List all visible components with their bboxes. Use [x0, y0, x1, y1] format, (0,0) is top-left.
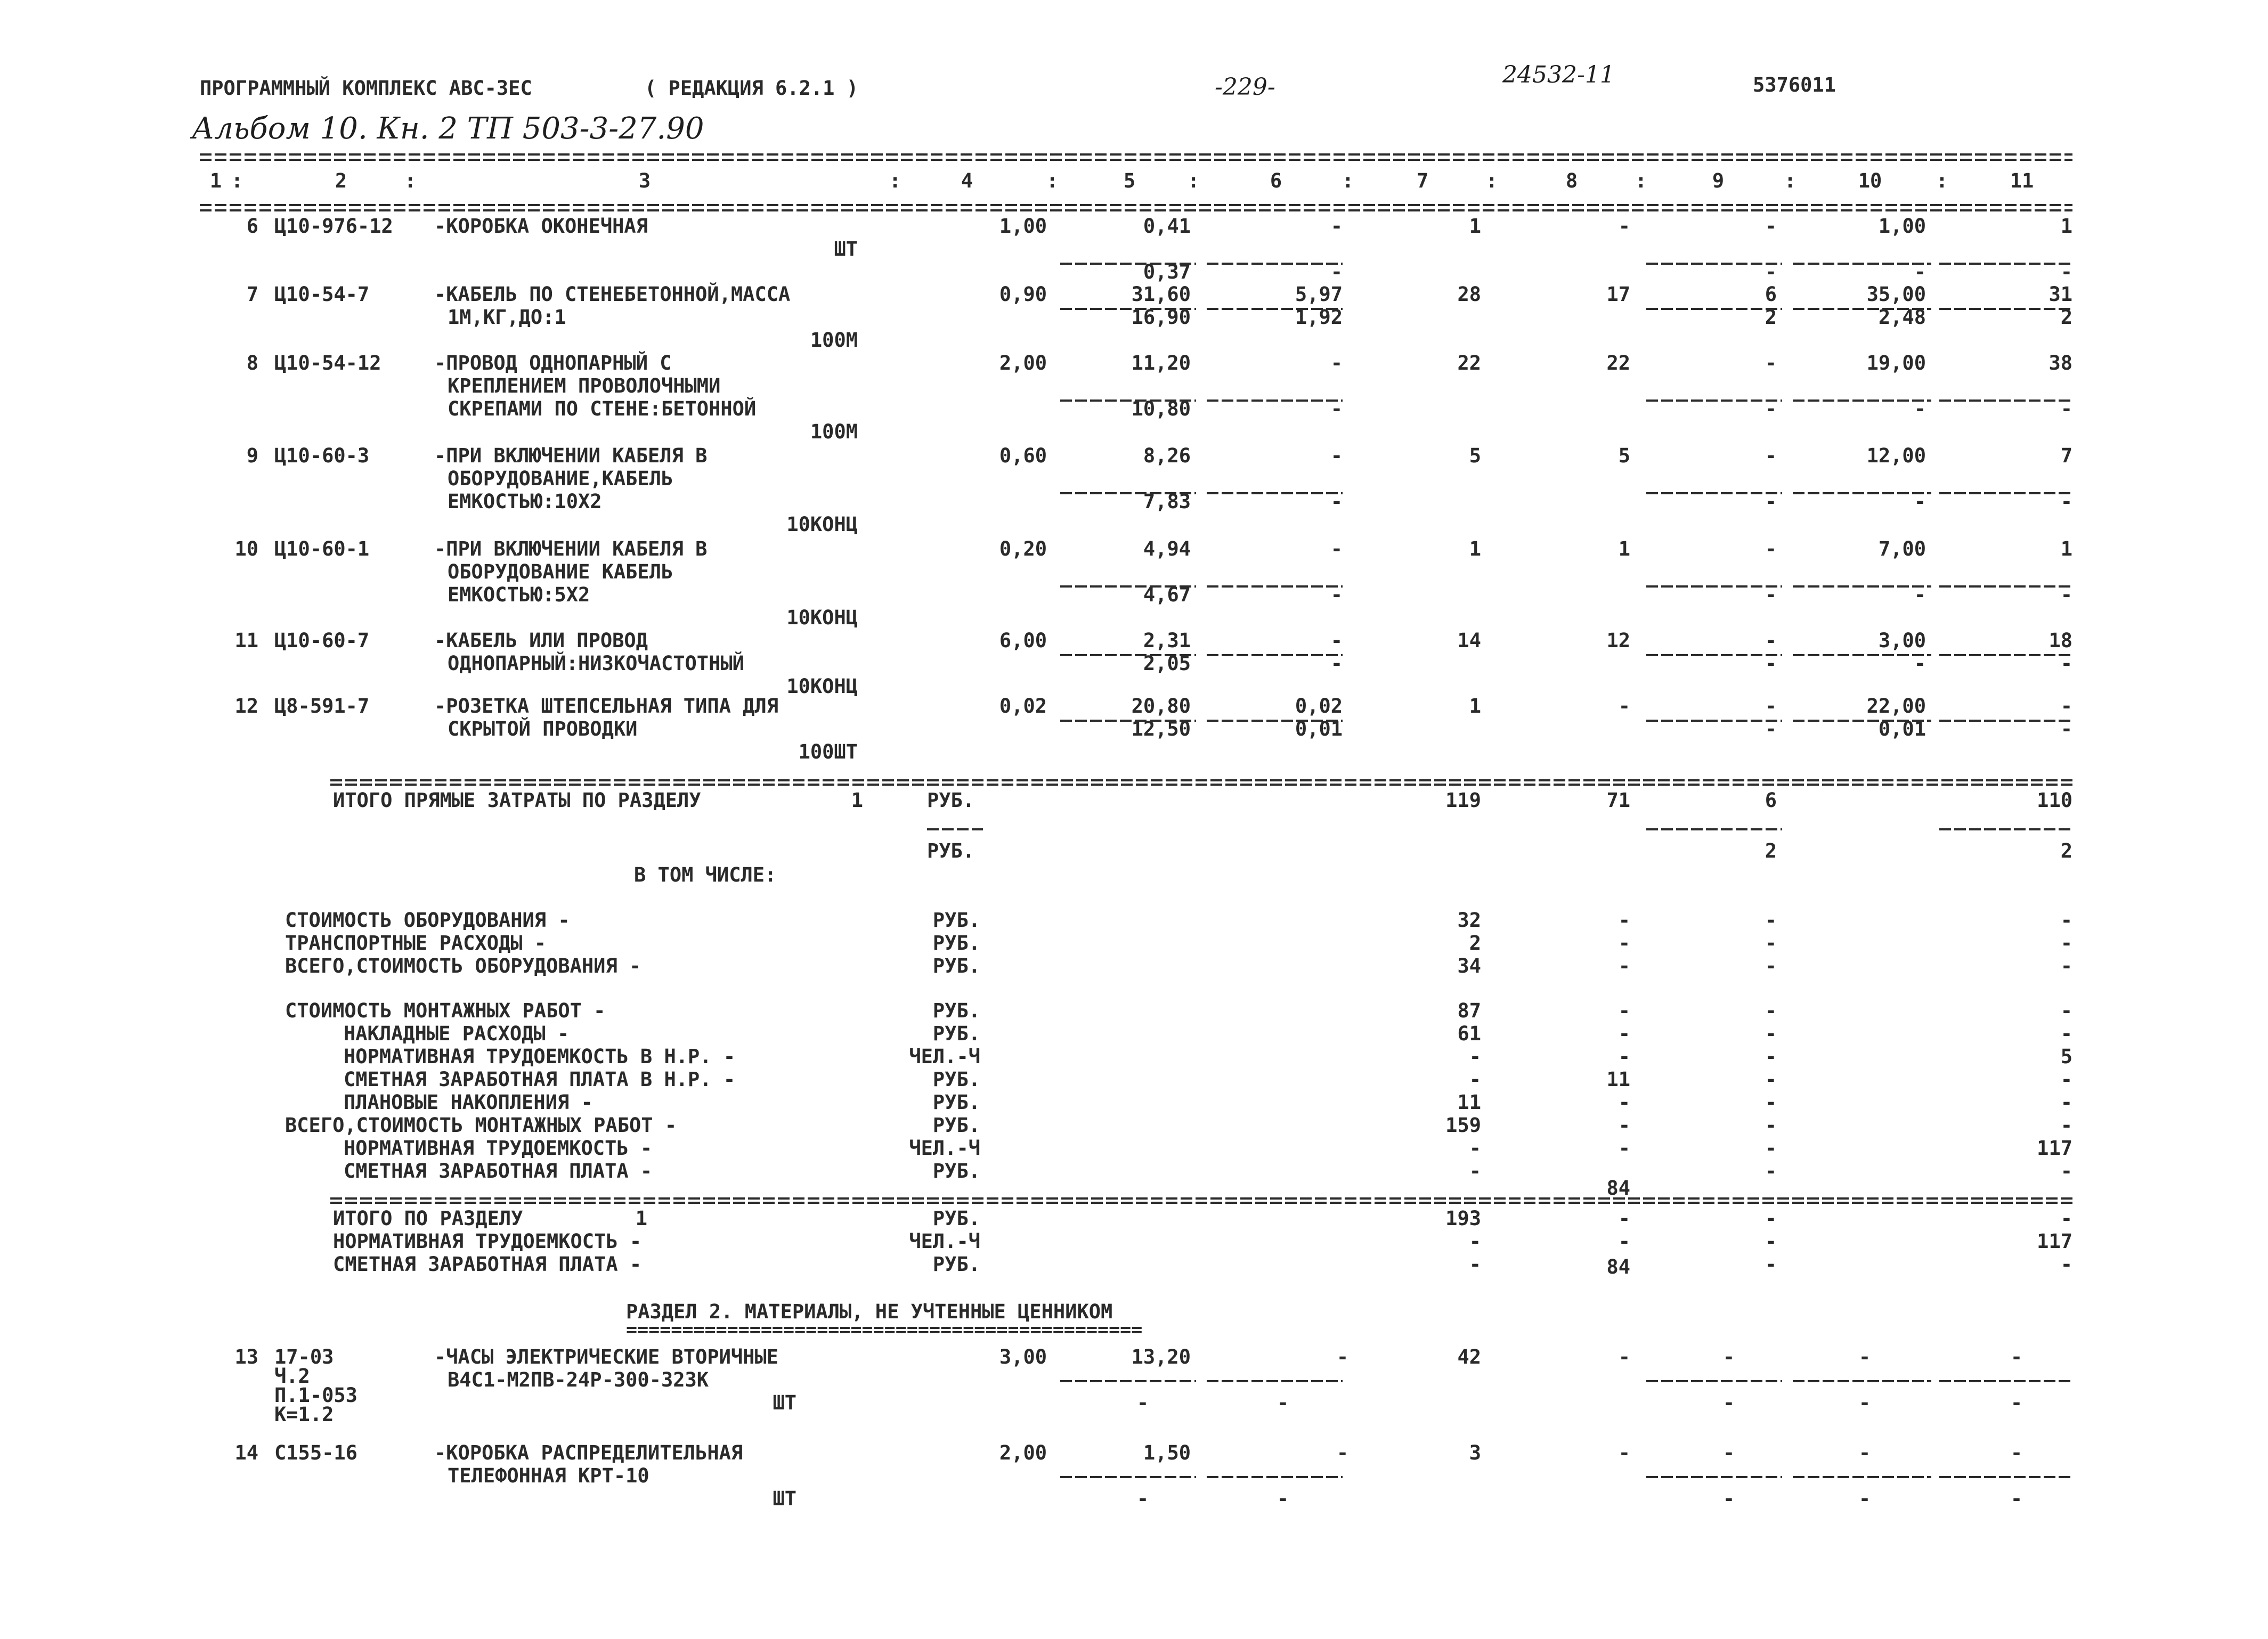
item-description: -ПРИ ВКЛЮЧЕНИИ КАБЕЛЯ В: [434, 444, 708, 467]
cell-col11-bottom: -: [2060, 490, 2072, 513]
material-col11-top: -: [2010, 1441, 2023, 1464]
itogo-section-col8: -: [1618, 1207, 1630, 1230]
page-number: -229-: [1215, 74, 1275, 101]
cell-col5-bottom: 0,37: [1143, 260, 1191, 283]
summary-col11: -: [2060, 955, 2072, 977]
cell-col9-bottom: -: [1765, 490, 1777, 513]
item-description: СКРЫТОЙ ПРОВОДКИ: [448, 717, 638, 740]
summary-label: ВСЕГО,СТОИМОСТЬ МОНТАЖНЫХ РАБОТ -: [285, 1114, 677, 1137]
material-col9-bottom: -: [1722, 1391, 1735, 1414]
itogo-section-label: НОРМАТИВНАЯ ТРУДОЕМКОСТЬ -: [333, 1230, 642, 1253]
cell-col5-bottom: 12,50: [1131, 717, 1191, 740]
summary-col11: -: [2060, 1091, 2072, 1114]
cell-col5-bottom: 2,05: [1143, 652, 1191, 675]
summary-label: СМЕТНАЯ ЗАРАБОТНАЯ ПЛАТА В Н.Р. -: [344, 1068, 736, 1091]
cell-col5-top: 0,41: [1143, 215, 1191, 238]
column-header-11: 11: [2010, 169, 2034, 192]
summary-col11: -: [2060, 1022, 2072, 1045]
item-unit: 100М: [810, 329, 858, 352]
itogo-section-col7: -: [1469, 1230, 1481, 1253]
material-col10-top: -: [1858, 1441, 1871, 1464]
summary-col11: -: [2060, 1160, 2072, 1183]
column-header-4: 4: [961, 169, 973, 192]
material-code: П.1-053: [274, 1384, 357, 1407]
itogo-direct-label: ИТОГО ПРЯМЫЕ ЗАТРАТЫ ПО РАЗДЕЛУ: [333, 789, 701, 812]
material-col11-top: -: [2010, 1346, 2023, 1368]
cell-col5-top: 8,26: [1143, 444, 1191, 467]
cell-col6-bottom: -: [1330, 260, 1343, 283]
summary-col9: -: [1765, 1045, 1777, 1068]
item-unit: 10КОНЦ: [786, 675, 858, 698]
summary-col9: -: [1765, 1160, 1777, 1183]
material-col10-bottom: -: [1858, 1487, 1871, 1510]
summary-col8: -: [1618, 1091, 1630, 1114]
cell-col9-bottom: -: [1765, 260, 1777, 283]
cell-col9-top: -: [1765, 444, 1777, 467]
cell-col5-bottom: 4,67: [1143, 583, 1191, 606]
cell-col10-bottom: 2,48: [1878, 306, 1926, 329]
cell-col6-bottom: -: [1330, 490, 1343, 513]
summary-col9: -: [1765, 1022, 1777, 1045]
cell-col9-bottom: -: [1765, 397, 1777, 420]
cell-col9-top: -: [1765, 215, 1777, 238]
document-code: 5376011: [1753, 74, 1836, 96]
itogo-section-col7: -: [1469, 1253, 1481, 1276]
cell-col4: 0,02: [999, 695, 1047, 717]
cell-col11-bottom: -: [2060, 583, 2072, 606]
cell-col11-top: 38: [2048, 352, 2072, 374]
cell-col7: 22: [1457, 352, 1481, 374]
cell-col8: -: [1618, 215, 1630, 238]
itogo-section-number: 1: [635, 1207, 647, 1230]
summary-col11: -: [2060, 999, 2072, 1022]
item-description: ЕМКОСТЬЮ:5Х2: [448, 583, 590, 606]
column-separator: :: [1342, 169, 1354, 192]
material-col9-top: -: [1722, 1441, 1735, 1464]
summary-col8: -: [1618, 932, 1630, 955]
material-col6-bottom: -: [1277, 1487, 1289, 1510]
item-number: 6: [246, 215, 258, 238]
summary-unit: РУБ.: [932, 955, 980, 977]
summary-col8: -: [1618, 1022, 1630, 1045]
material-description: -КОРОБКА РАСПРЕДЕЛИТЕЛЬНАЯ: [434, 1441, 743, 1464]
document-number: 24532-11: [1502, 61, 1615, 88]
cell-col10-top: 35,00: [1866, 283, 1926, 306]
summary-label: НОРМАТИВНАЯ ТРУДОЕМКОСТЬ -: [344, 1137, 653, 1160]
column-separator: :: [1784, 169, 1796, 192]
summary-label: НАКЛАДНЫЕ РАСХОДЫ -: [344, 1022, 570, 1045]
itogo-section-unit: РУБ.: [932, 1253, 980, 1276]
column-separator: :: [1485, 169, 1498, 192]
cell-col6-top: -: [1330, 215, 1343, 238]
cell-col8: 22: [1606, 352, 1630, 374]
cell-col9-top: 6: [1765, 283, 1777, 306]
cell-col11-bottom: 2: [2060, 306, 2072, 329]
itogo-section-col9: -: [1765, 1230, 1777, 1253]
item-code: Ц10-60-3: [274, 444, 370, 467]
itogo-direct-section: 1: [851, 789, 863, 812]
column-separator: :: [889, 169, 901, 192]
material-code: 17-03: [274, 1346, 334, 1368]
item-description: ОБОРУДОВАНИЕ,КАБЕЛЬ: [448, 467, 673, 490]
item-code: Ц8-591-7: [274, 695, 370, 717]
summary-col9: -: [1765, 1137, 1777, 1160]
item-unit: 100ШТ: [798, 740, 858, 763]
cell-col4: 0,60: [999, 444, 1047, 467]
cell-col9-top: -: [1765, 352, 1777, 374]
item-unit: ШТ: [834, 238, 858, 260]
cell-col9-top: -: [1765, 695, 1777, 717]
cell-col4: 6,00: [999, 629, 1047, 652]
cell-col6-top: -: [1330, 352, 1343, 374]
cell-col11-top: 18: [2048, 629, 2072, 652]
item-number: 8: [246, 352, 258, 374]
item-number: 10: [234, 537, 258, 560]
section2-underline: ==============================================: [626, 1319, 1143, 1341]
cell-col7: 1: [1469, 695, 1481, 717]
itogo-section-col9: -: [1765, 1207, 1777, 1230]
item-unit: 10КОНЦ: [786, 513, 858, 536]
material-unit: ШТ: [773, 1487, 796, 1510]
cell-col11-top: 1: [2060, 537, 2072, 560]
cell-col7: 28: [1457, 283, 1481, 306]
material-col10-top: -: [1858, 1346, 1871, 1368]
cell-col5-bottom: 10,80: [1131, 397, 1191, 420]
item-description: КРЕПЛЕНИЕМ ПРОВОЛОЧНЫМИ: [448, 374, 721, 397]
item-code: Ц10-60-7: [274, 629, 370, 652]
summary-col8: -: [1618, 999, 1630, 1022]
itogo-section-label: ИТОГО ПО РАЗДЕЛУ: [333, 1207, 523, 1230]
material-unit: ШТ: [773, 1391, 796, 1414]
album-reference: Альбом 10. Кн. 2 ТП 503-3-27.90: [192, 111, 704, 146]
item-number: 12: [234, 695, 258, 717]
column-header-5: 5: [1123, 169, 1136, 192]
material-code: К=1.2: [274, 1403, 334, 1426]
material-number: 14: [234, 1441, 258, 1464]
itogo-section-label: СМЕТНАЯ ЗАРАБОТНАЯ ПЛАТА -: [333, 1253, 642, 1276]
cell-col10-top: 19,00: [1866, 352, 1926, 374]
cell-col11-bottom: -: [2060, 717, 2072, 740]
item-description: ОБОРУДОВАНИЕ КАБЕЛЬ: [448, 560, 673, 583]
item-description: ОДНОПАРНЫЙ:НИЗКОЧАСТОТНЫЙ: [448, 652, 744, 675]
cell-col7: 5: [1469, 444, 1481, 467]
item-number: 7: [246, 283, 258, 306]
cell-col11-top: 7: [2060, 444, 2072, 467]
cell-col8: 17: [1606, 283, 1630, 306]
cell-col9-bottom: -: [1765, 652, 1777, 675]
summary-col8: -: [1618, 1137, 1630, 1160]
cell-col10-top: 3,00: [1878, 629, 1926, 652]
summary-label: СТОИМОСТЬ ОБОРУДОВАНИЯ -: [285, 909, 570, 932]
summary-col7: 2: [1469, 932, 1481, 955]
summary-label: СМЕТНАЯ ЗАРАБОТНАЯ ПЛАТА -: [344, 1160, 653, 1183]
column-header-7: 7: [1416, 169, 1429, 192]
itogo-direct-col11-2: 2: [2060, 839, 2072, 862]
summary-col7: 11: [1457, 1091, 1481, 1114]
summary-col7: -: [1469, 1160, 1481, 1183]
summary-col7: 61: [1457, 1022, 1481, 1045]
cell-col4: 2,00: [999, 352, 1047, 374]
column-separator: :: [231, 169, 243, 192]
cell-col5-top: 11,20: [1131, 352, 1191, 374]
cell-col6-bottom: -: [1330, 652, 1343, 675]
summary-col11: -: [2060, 1114, 2072, 1137]
cell-col11-top: 31: [2048, 283, 2072, 306]
summary-label: ПЛАНОВЫЕ НАКОПЛЕНИЯ -: [344, 1091, 593, 1114]
cell-col6-top: -: [1330, 629, 1343, 652]
column-separator: :: [1635, 169, 1647, 192]
cell-col5-top: 20,80: [1131, 695, 1191, 717]
summary-col8: -: [1618, 1045, 1630, 1068]
itogo-direct-unit-2: РУБ.: [927, 839, 975, 862]
column-header-6: 6: [1270, 169, 1282, 192]
cell-col10-top: 7,00: [1878, 537, 1926, 560]
cell-col10-top: 12,00: [1866, 444, 1926, 467]
cell-col4: 0,90: [999, 283, 1047, 306]
itogo-section-col11: -: [2060, 1207, 2072, 1230]
cell-col10-bottom: -: [1914, 583, 1926, 606]
summary-col8: -: [1618, 1114, 1630, 1137]
cell-col9-bottom: 2: [1765, 306, 1777, 329]
cell-col10-bottom: -: [1914, 652, 1926, 675]
summary-label: СТОИМОСТЬ МОНТАЖНЫХ РАБОТ -: [285, 999, 606, 1022]
cell-col7: 1: [1469, 537, 1481, 560]
material-col9-bottom: -: [1722, 1487, 1735, 1510]
cell-col6-bottom: -: [1330, 583, 1343, 606]
cell-col11-top: 1: [2060, 215, 2072, 238]
material-col6-top: -: [1336, 1441, 1349, 1464]
cell-col8: 5: [1618, 444, 1630, 467]
cell-col11-top: -: [2060, 695, 2072, 717]
summary-col11: 5: [2060, 1045, 2072, 1068]
material-col5-bottom: -: [1136, 1487, 1149, 1510]
itogo-direct-col7: 119: [1445, 789, 1481, 812]
itogo-section-unit: ЧЕЛ.-Ч: [909, 1230, 980, 1253]
cell-col7: 14: [1457, 629, 1481, 652]
item-description: ЕМКОСТЬЮ:10Х2: [448, 490, 602, 513]
itogo-section-col9: -: [1765, 1253, 1777, 1276]
material-description: ТЕЛЕФОННАЯ КРТ-10: [448, 1464, 649, 1487]
summary-col7: 34: [1457, 955, 1481, 977]
summary-unit: РУБ.: [932, 999, 980, 1022]
cell-col5-bottom: 7,83: [1143, 490, 1191, 513]
material-code: С155-16: [274, 1441, 357, 1464]
summary-col8: -: [1618, 955, 1630, 977]
cell-col9-top: -: [1765, 629, 1777, 652]
summary-col8: -: [1618, 909, 1630, 932]
item-description: 1М,КГ,ДО:1: [448, 306, 566, 329]
item-description: -РОЗЕТКА ШТЕПСЕЛЬНАЯ ТИПА ДЛЯ: [434, 695, 779, 717]
cell-col6-bottom: 0,01: [1295, 717, 1343, 740]
column-header-3: 3: [638, 169, 651, 192]
itogo-section-col11: 117: [2037, 1230, 2072, 1253]
cell-col4: 1,00: [999, 215, 1047, 238]
item-description: СКРЕПАМИ ПО СТЕНЕ:БЕТОННОЙ: [448, 397, 757, 420]
material-col4: 2,00: [999, 1441, 1047, 1464]
summary-unit: РУБ.: [932, 1091, 980, 1114]
summary-col9: -: [1765, 955, 1777, 977]
itogo-direct-col9: 6: [1765, 789, 1777, 812]
program-title: ПРОГРАММНЫЙ КОМПЛЕКС АВС-3ЕС: [200, 77, 532, 100]
itogo-direct-col9-2: 2: [1765, 839, 1777, 862]
summary-col9: -: [1765, 1114, 1777, 1137]
summary-label: НОРМАТИВНАЯ ТРУДОЕМКОСТЬ В Н.Р. -: [344, 1045, 736, 1068]
itogo-direct-col8: 71: [1606, 789, 1630, 812]
cell-col10-top: 22,00: [1866, 695, 1926, 717]
itogo-section-unit: РУБ.: [932, 1207, 980, 1230]
summary-unit: ЧЕЛ.-Ч: [909, 1137, 980, 1160]
cell-col6-bottom: 1,92: [1295, 306, 1343, 329]
summary-unit: ЧЕЛ.-Ч: [909, 1045, 980, 1068]
cell-col8: 12: [1606, 629, 1630, 652]
item-code: Ц10-54-7: [274, 283, 370, 306]
cell-col11-bottom: -: [2060, 652, 2072, 675]
material-code: Ч.2: [274, 1365, 310, 1388]
cell-col6-top: 5,97: [1295, 283, 1343, 306]
item-description: -КАБЕЛЬ ПО СТЕНЕБЕТОННОЙ,МАССА: [434, 283, 791, 306]
itogo-section-col8: 84: [1606, 1255, 1630, 1278]
item-number: 11: [234, 629, 258, 652]
summary-col7: -: [1469, 1068, 1481, 1091]
summary-col11: 117: [2037, 1137, 2072, 1160]
summary-col9: -: [1765, 1068, 1777, 1091]
material-col8: -: [1618, 1441, 1630, 1464]
material-col5-bottom: -: [1136, 1391, 1149, 1414]
itogo-section-col7: 193: [1445, 1207, 1481, 1230]
section2-title: РАЗДЕЛ 2. МАТЕРИАЛЫ, НЕ УЧТЕННЫЕ ЦЕННИКОМ: [626, 1300, 1113, 1323]
summary-label: ТРАНСПОРТНЫЕ РАСХОДЫ -: [285, 932, 547, 955]
cell-col5-top: 31,60: [1131, 283, 1191, 306]
cell-col9-bottom: -: [1765, 717, 1777, 740]
cell-col10-bottom: -: [1914, 260, 1926, 283]
column-header-8: 8: [1565, 169, 1578, 192]
in-that-label: В ТОМ ЧИСЛЕ:: [634, 863, 777, 886]
itogo-direct-col11: 110: [2037, 789, 2072, 812]
cell-col8: -: [1618, 695, 1630, 717]
cell-col7: 1: [1469, 215, 1481, 238]
cell-col9-bottom: -: [1765, 583, 1777, 606]
cell-col10-bottom: -: [1914, 490, 1926, 513]
item-description: -ПРОВОД ОДНОПАРНЫЙ С: [434, 352, 672, 374]
cell-col5-top: 2,31: [1143, 629, 1191, 652]
summary-col11: -: [2060, 909, 2072, 932]
summary-col9: -: [1765, 1091, 1777, 1114]
cell-col10-bottom: 0,01: [1878, 717, 1926, 740]
cell-col10-top: 1,00: [1878, 215, 1926, 238]
summary-col7: -: [1469, 1137, 1481, 1160]
material-col4: 3,00: [999, 1346, 1047, 1368]
material-col7: 42: [1457, 1346, 1481, 1368]
itogo-section-col8: -: [1618, 1230, 1630, 1253]
material-description: В4С1-М2ПВ-24Р-300-323К: [448, 1368, 709, 1391]
material-col5-top: 1,50: [1143, 1441, 1191, 1464]
item-code: Ц10-54-12: [274, 352, 381, 374]
summary-col11: -: [2060, 932, 2072, 955]
material-col10-bottom: -: [1858, 1391, 1871, 1414]
cell-col8: 1: [1618, 537, 1630, 560]
material-col6-bottom: -: [1277, 1391, 1289, 1414]
material-col6-top: -: [1336, 1346, 1349, 1368]
summary-unit: РУБ.: [932, 909, 980, 932]
column-header-2: 2: [335, 169, 347, 192]
material-description: -ЧАСЫ ЭЛЕКТРИЧЕСКИЕ ВТОРИЧНЫЕ: [434, 1346, 779, 1368]
item-unit: 100М: [810, 420, 858, 443]
summary-col7: 87: [1457, 999, 1481, 1022]
summary-col9: -: [1765, 909, 1777, 932]
summary-unit: РУБ.: [932, 1022, 980, 1045]
summary-col7: 159: [1445, 1114, 1481, 1137]
item-description: -ПРИ ВКЛЮЧЕНИИ КАБЕЛЯ В: [434, 537, 708, 560]
item-number: 9: [246, 444, 258, 467]
summary-col11: -: [2060, 1068, 2072, 1091]
cell-col11-bottom: -: [2060, 397, 2072, 420]
cell-col6-top: -: [1330, 537, 1343, 560]
summary-col8: 84: [1606, 1177, 1630, 1200]
column-header-10: 10: [1858, 169, 1882, 192]
cell-col11-bottom: -: [2060, 260, 2072, 283]
column-separator: :: [1046, 169, 1059, 192]
material-number: 13: [234, 1346, 258, 1368]
cell-col6-top: 0,02: [1295, 695, 1343, 717]
summary-unit: РУБ.: [932, 1114, 980, 1137]
summary-col7: -: [1469, 1045, 1481, 1068]
column-header-1: 1: [209, 169, 222, 192]
itogo-direct-unit: РУБ.: [927, 789, 975, 812]
column-separator: :: [404, 169, 417, 192]
summary-col8: 11: [1606, 1068, 1630, 1091]
material-col7: 3: [1469, 1441, 1481, 1464]
column-separator: :: [1187, 169, 1200, 192]
column-header-9: 9: [1712, 169, 1725, 192]
material-col8: -: [1618, 1346, 1630, 1368]
column-separator: :: [1936, 169, 1948, 192]
material-col5-top: 13,20: [1131, 1346, 1191, 1368]
cell-col6-bottom: -: [1330, 397, 1343, 420]
edition: ( РЕДАКЦИЯ 6.2.1 ): [645, 77, 858, 100]
item-code: Ц10-976-12: [274, 215, 393, 238]
summary-unit: РУБ.: [932, 1068, 980, 1091]
material-col9-top: -: [1722, 1346, 1735, 1368]
cell-col9-top: -: [1765, 537, 1777, 560]
summary-label: ВСЕГО,СТОИМОСТЬ ОБОРУДОВАНИЯ -: [285, 955, 641, 977]
cell-col5-bottom: 16,90: [1131, 306, 1191, 329]
summary-unit: РУБ.: [932, 932, 980, 955]
cell-col10-bottom: -: [1914, 397, 1926, 420]
item-unit: 10КОНЦ: [786, 606, 858, 629]
material-col11-bottom: -: [2010, 1391, 2023, 1414]
item-description: -КАБЕЛЬ ИЛИ ПРОВОД: [434, 629, 648, 652]
cell-col4: 0,20: [999, 537, 1047, 560]
item-description: -КОРОБКА ОКОНЕЧНАЯ: [434, 215, 648, 238]
item-code: Ц10-60-1: [274, 537, 370, 560]
summary-col9: -: [1765, 932, 1777, 955]
cell-col6-top: -: [1330, 444, 1343, 467]
material-col11-bottom: -: [2010, 1487, 2023, 1510]
summary-col9: -: [1765, 999, 1777, 1022]
itogo-section-col11: -: [2060, 1253, 2072, 1276]
cell-col5-top: 4,94: [1143, 537, 1191, 560]
summary-unit: РУБ.: [932, 1160, 980, 1183]
summary-col7: 32: [1457, 909, 1481, 932]
